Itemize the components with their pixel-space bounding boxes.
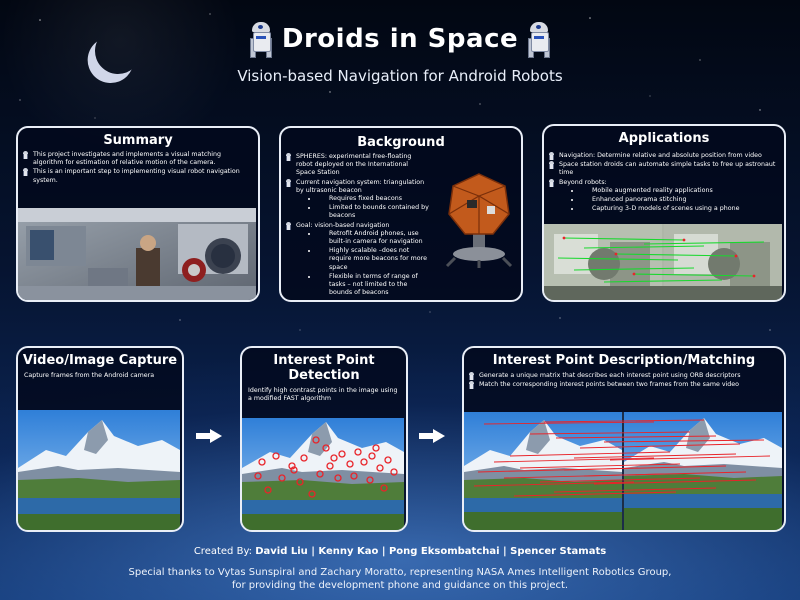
capture-description: Capture frames from the Android camera	[24, 372, 155, 379]
background-panel	[279, 126, 523, 302]
summary-panel	[16, 126, 260, 302]
right-arrow-icon	[419, 429, 445, 443]
list-item: Space station droids can automate simple tasks to free up astronaut time	[548, 161, 778, 177]
background-list	[285, 153, 429, 297]
droid-bullet-icon	[285, 153, 292, 161]
list-item: • Capturing 3-D models of scenes using a phone	[581, 205, 778, 213]
mountain-lake-interest-points-photo	[242, 418, 404, 530]
list-item: Current navigation system: triangulation by ultrasonic beacon • Requires fixed beacons • Limited to bounds contained by beacons	[285, 179, 429, 221]
background-heading: Background	[357, 135, 445, 150]
list-item: This project investigates and implements a visual matching algorithm for estimation of relative motion of the camera.	[22, 151, 252, 167]
droid-bullet-icon	[285, 179, 292, 187]
list-item: • Mobile augmented reality applications	[581, 187, 778, 195]
droid-bullet-icon	[285, 222, 292, 230]
space-station-feature-matching-photo	[544, 224, 782, 300]
droid-bullet-icon	[468, 381, 475, 389]
matching-panel	[462, 346, 786, 532]
capture-panel	[16, 346, 184, 532]
right-arrow-icon	[196, 429, 222, 443]
authors: David Liu | Kenny Kao | Pong Eksombatchai | Spencer Stamats	[255, 546, 607, 557]
poster-title: Droids in Space	[281, 24, 519, 54]
acknowledgements	[0, 566, 800, 592]
spheres-robot-photo	[443, 172, 517, 268]
space-station-astronaut-photo	[18, 208, 256, 300]
summary-heading: Summary	[103, 133, 173, 148]
applications-list	[548, 152, 778, 213]
list-item: Navigation: Determine relative and absolute position from video	[548, 152, 778, 160]
list-item: • Flexible in terms of range of tasks – not limited to the bounds of beacons	[318, 273, 429, 298]
list-item: Match the corresponding interest points between two frames from the same video	[468, 381, 778, 389]
acknowledgements-line-1: Special thanks to Vytas Sunspiral and Zachary Moratto, representing NASA Ames Intelligent Robotics Group,	[128, 567, 672, 578]
list-item: • Enhanced panorama stitching	[581, 196, 778, 204]
list-item: This is an important step to implementing visual robot navigation system.	[22, 168, 252, 184]
credits-prefix: Created By:	[193, 546, 253, 557]
mountain-lake-photo	[18, 410, 180, 530]
r2-droid-icon	[250, 22, 272, 56]
credits-line	[0, 546, 800, 557]
droid-bullet-icon	[548, 179, 555, 187]
matching-list	[468, 372, 778, 389]
poster-header	[0, 22, 800, 56]
list-item: • Requires fixed beacons	[318, 195, 429, 203]
list-item: • Highly scalable –does not require more beacons for more space	[318, 247, 429, 272]
droid-bullet-icon	[22, 151, 29, 159]
droid-bullet-icon	[22, 168, 29, 176]
applications-heading: Applications	[618, 131, 710, 146]
detection-heading: Interest Point Detection	[273, 353, 375, 383]
list-item: Beyond robots: • Mobile augmented reality applications • Enhanced panorama stitching • Capturing 3-D models of scenes using a phone	[548, 179, 778, 214]
detection-panel	[240, 346, 408, 532]
summary-list	[22, 151, 252, 185]
matching-heading: Interest Point Description/Matching	[492, 353, 756, 368]
r2-droid-icon	[528, 22, 550, 56]
list-item: • Retrofit Android phones, use built-in camera for navigation	[318, 230, 429, 246]
list-item: SPHERES: experimental free-floating robot deployed on the International Space Station	[285, 153, 429, 178]
droid-bullet-icon	[548, 161, 555, 169]
detection-description: Identify high contrast points in the image using a modified FAST algorithm	[248, 387, 398, 403]
list-item: Generate a unique matrix that describes each interest point using ORB descriptors	[468, 372, 778, 380]
matched-frames-photo	[464, 412, 782, 530]
applications-panel	[542, 124, 786, 302]
droid-bullet-icon	[548, 152, 555, 160]
list-item: Goal: vision-based navigation • Retrofit Android phones, use built-in camera for navigation • Highly scalable –does not require more beacons for more space • Flexible in terms of range of tasks – not limited to the bounds of beacons	[285, 222, 429, 298]
acknowledgements-line-2: for providing the development phone and guidance on this project.	[231, 580, 569, 591]
droid-bullet-icon	[468, 372, 475, 380]
poster-subtitle: Vision-based Navigation for Android Robots	[237, 67, 563, 85]
capture-heading: Video/Image Capture	[22, 353, 178, 368]
list-item: • Limited to bounds contained by beacons	[318, 204, 429, 220]
